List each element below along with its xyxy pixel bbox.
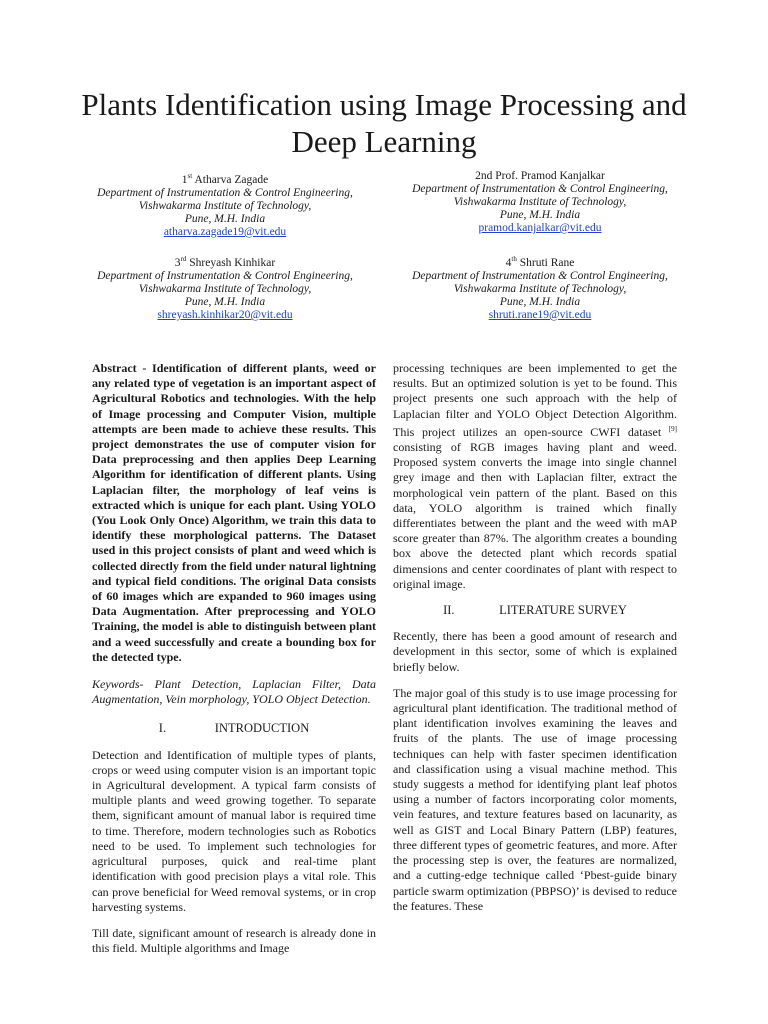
section-number: II.: [443, 603, 455, 618]
author-name: 1st Atharva Zagade: [181, 172, 269, 186]
author-block-2: [390, 170, 690, 235]
author-institute: Vishwakarma Institute of Technology,: [453, 282, 627, 295]
author-email-link[interactable]: atharva.zagade19@vit.edu: [163, 225, 287, 238]
author-department: Department of Instrumentation & Control Engineering,: [412, 269, 668, 282]
author-block-4: [390, 253, 690, 322]
paper-title: Plants Identification using Image Processing and Deep Learning: [81, 87, 687, 159]
body-paragraph: Detection and Identification of multiple types of plants, crops or weed using computer vision is an important topic in Agricultural development. A typical farm consists of multiple plants and weed growing together. To separate them, significant amount of manual labor is required time to time. Therefore, modern technologies such as Robotics need to be used. To implement such technologies for agricultural purposes, quick and real-time plant identification with good precision plays a vital role. This can prove beneficial for Weed removal systems, or in crop harvesting systems.: [92, 747, 376, 914]
author-city: Pune, M.H. India: [499, 209, 581, 221]
section-label: LITERATURE SURVEY: [499, 603, 627, 618]
author-name: 4th Shruti Rane: [505, 255, 575, 269]
abstract-paragraph: Abstract - Identification of different plants, weed or any related type of vegetation is an important aspect of Agricultural Robotics and technologies. With the help of Image processing and Computer Vision, multiple attempts are been made to achieve these results. This project demonstrates the use of computer vision for Data preprocessing and then applies Deep Learning Algorithm for identification of different plants. Using Laplacian filter, the morphology of leaf veins is extracted which is unique for each plant. Using YOLO (You Look Only Once) Algorithm, we train this data to identify these morphological patterns. The Dataset used in this project consists of plant and weed which is collected directly from the field under natural lightning and typical field conditions. The original Data consists of 60 images which are expanded to 960 images using Data Augmentation. After preprocessing and YOLO Training, the model is able to distinguish between plant and a weed successfully and create a bounding box for the detected type.: [92, 361, 376, 664]
left-column: [92, 361, 376, 967]
author-institute: Vishwakarma Institute of Technology,: [138, 282, 312, 295]
body-paragraph: processing techniques are been implemented to get the results. But an optimized solution is yet to be found. This project presents one such approach with the help of Laplacian filter and YOLO Object Detection Algorithm. This project utilizes an open-source CWFI dataset [9] consisting of RGB images having plant and weed. Proposed system converts the image into single channel grey image and then with Laplacian filter, extract the morphological vein pattern of the plant. Based on this data, YOLO algorithm is trained which finally differentiates between the plant and the weed with mAP score greater than 87%. The algorithm creates a bounding box above the detected plant which records spatial dimensions and center coordinates of plant with respect to original image.: [393, 361, 677, 591]
author-block-3: [75, 253, 375, 322]
body-paragraph: The major goal of this study is to use image processing for agricultural plant identification. The traditional method of plant identification involves examining the leaves and fruits of the plants. The use of image processing techniques can help with faster specimen identification and classification using a visual machine method. This study suggests a method for identifying plant leaf photos using a number of factors incorporating color moments, vein features, and texture features based on lacunarity, as well as GIST and Local Binary Pattern (LBP) features, three different types of geometric features, and more. After the processing step is over, the features are normalized, and a cutting-edge technique called ‘Pbest-guide binary particle swarm optimization (PBPSO)’ is devised to reduce the features. These: [393, 685, 677, 913]
author-department: Department of Instrumentation & Control Engineering,: [412, 183, 668, 195]
author-email-link[interactable]: pramod.kanjalkar@vit.edu: [478, 222, 602, 234]
author-name: 2nd Prof. Pramod Kanjalkar: [475, 170, 605, 182]
citation-ref: [9]: [668, 424, 677, 433]
keywords-paragraph: Keywords- Plant Detection, Laplacian Filter, Data Augmentation, Vein morphology, YOLO Object Detection.: [92, 677, 376, 707]
author-city: Pune, M.H. India: [184, 295, 266, 308]
author-block-1: [75, 170, 375, 239]
author-email-link[interactable]: shruti.rane19@vit.edu: [488, 308, 592, 321]
author-department: Department of Instrumentation & Control Engineering,: [97, 269, 353, 282]
section-number: I.: [158, 721, 167, 736]
right-column: [393, 361, 677, 925]
author-institute: Vishwakarma Institute of Technology,: [138, 199, 312, 212]
body-paragraph: Recently, there has been a good amount of research and development in this sector, some of which is explained briefly below.: [393, 629, 677, 674]
section-heading-introduction: [92, 721, 376, 736]
section-heading-literature-survey: [393, 603, 677, 618]
body-paragraph: Till date, significant amount of research is already done in this field. Multiple algorithms and Image: [92, 925, 376, 956]
author-email-link[interactable]: shreyash.kinhikar20@vit.edu: [157, 308, 293, 321]
author-institute: Vishwakarma Institute of Technology,: [453, 196, 627, 208]
author-city: Pune, M.H. India: [184, 212, 266, 225]
author-name: 3rd Shreyash Kinhikar: [174, 255, 276, 269]
section-label: INTRODUCTION: [214, 721, 310, 736]
author-department: Department of Instrumentation & Control Engineering,: [97, 186, 353, 199]
author-city: Pune, M.H. India: [499, 295, 581, 308]
